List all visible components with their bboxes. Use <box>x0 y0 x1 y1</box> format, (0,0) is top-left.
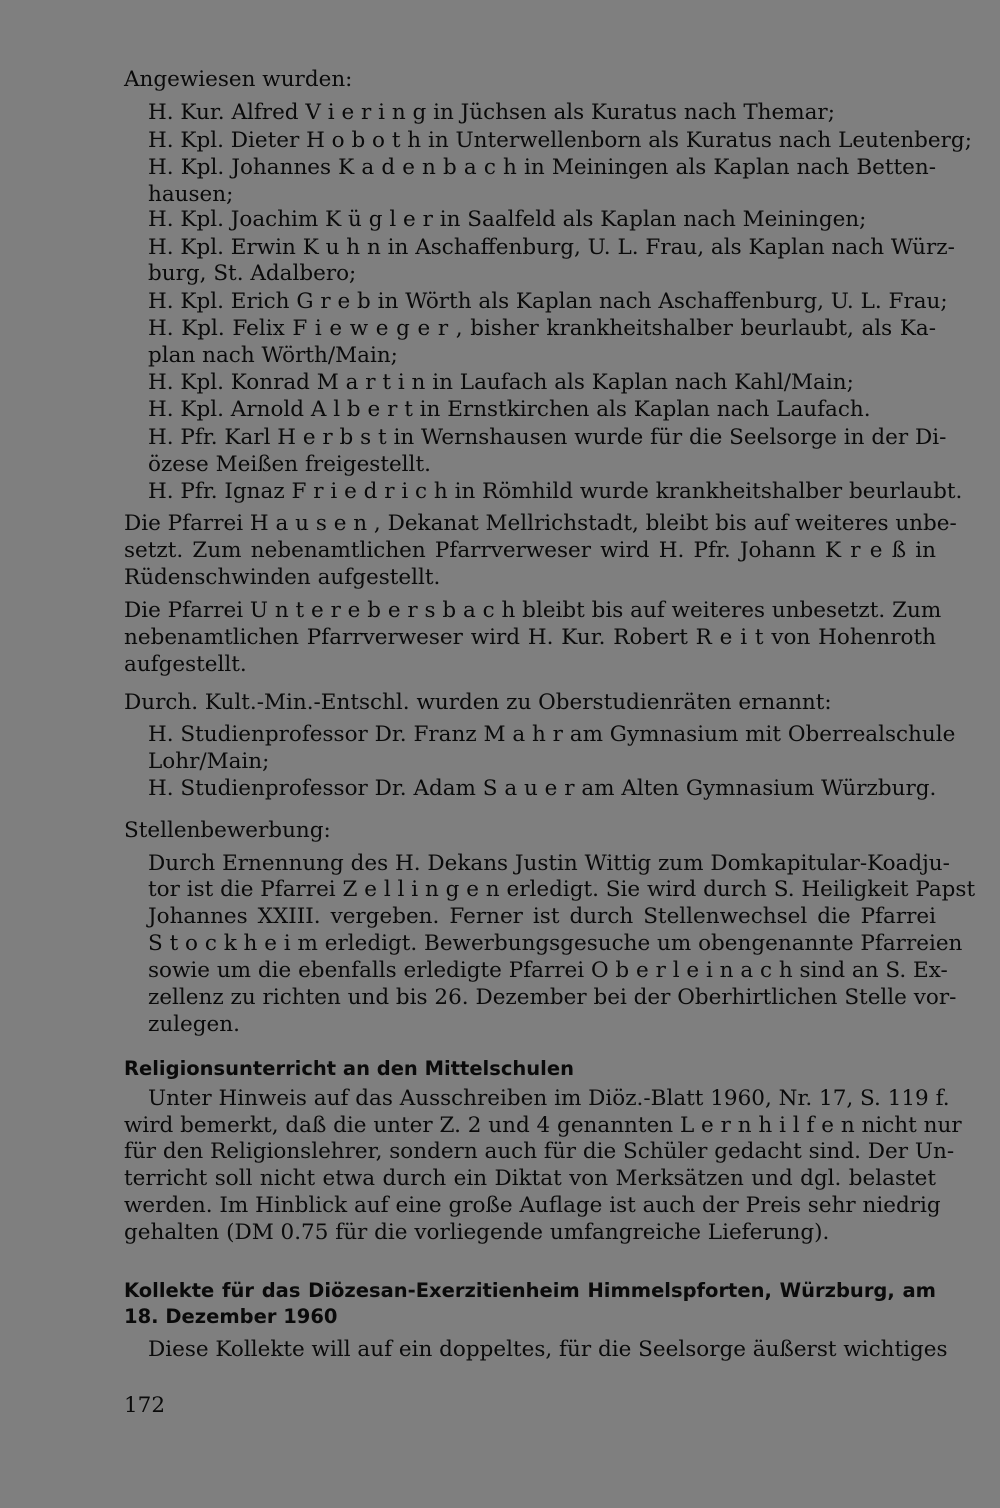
text-line: H. Kpl. Konrad M a r t i n in Laufach als Kaplan nach Kahl/Main; <box>148 370 854 395</box>
text-line: zulegen. <box>148 1012 240 1037</box>
text-line: H. Kpl. Arnold A l b e r t in Ernstkirchen als Kaplan nach Laufach. <box>148 397 871 422</box>
page-number: 172 <box>124 1393 166 1418</box>
text-line: gehalten (DM 0.75 für die vorliegende umfangreiche Lieferung). <box>124 1220 830 1245</box>
text-line: terricht soll nicht etwa durch ein Diktat von Merksätzen und dgl. belastet <box>124 1166 936 1191</box>
text-line: Durch Ernennung des H. Dekans Justin Wittig zum Domkapitular-Koadju- <box>148 851 950 876</box>
text-line: Rüdenschwinden aufgestellt. <box>124 565 441 590</box>
text-line: H. Studienprofessor Dr. Franz M a h r am Gymnasium mit Oberrealschule <box>148 722 956 747</box>
text-line: H. Pfr. Karl H e r b s t in Wernshausen wurde für die Seelsorge in der Di- <box>148 425 947 450</box>
text-line: H. Kpl. Erich G r e b in Wörth als Kaplan nach Aschaffenburg, U. L. Frau; <box>148 289 948 314</box>
text-line: aufgestellt. <box>124 652 247 677</box>
text-line: Durch. Kult.-Min.-Entschl. wurden zu Oberstudienräten ernannt: <box>124 690 832 715</box>
text-line: Unter Hinweis auf das Ausschreiben im Diöz.-Blatt 1960, Nr. 17, S. 119 f. <box>148 1086 950 1111</box>
text-line: hausen; <box>148 182 234 207</box>
text-line: Diese Kollekte will auf ein doppeltes, für die Seelsorge äußerst wichtiges <box>148 1337 948 1362</box>
text-line: Die Pfarrei H a u s e n , Dekanat Mellrichstadt, bleibt bis auf weiteres unbe- <box>124 511 957 536</box>
text-line: H. Kpl. Dieter H o b o t h in Unterwellenborn als Kuratus nach Leutenberg; <box>148 128 972 153</box>
text-line: H. Kur. Alfred V i e r i n g in Jüchsen als Kuratus nach Themar; <box>148 100 835 125</box>
section-heading-kollekte-date: 18. Dezember 1960 <box>124 1305 338 1328</box>
text-line: plan nach Wörth/Main; <box>148 343 398 368</box>
text-line: werden. Im Hinblick auf eine große Auflage ist auch der Preis sehr niedrig <box>124 1193 941 1218</box>
text-line: nebenamtlichen Pfarrverweser wird H. Kur. Robert R e i t von Hohenroth <box>124 625 936 650</box>
text-line: tor ist die Pfarrei Z e l l i n g e n erledigt. Sie wird durch S. Heiligkeit Papst <box>148 877 976 902</box>
section-heading-religionsunterricht: Religionsunterricht an den Mittelschulen <box>124 1057 574 1080</box>
text-line: özese Meißen freigestellt. <box>148 452 431 477</box>
text-line: für den Religionslehrer, sondern auch für die Schüler gedacht sind. Der Un- <box>124 1139 955 1164</box>
text-line: H. Studienprofessor Dr. Adam S a u e r am Alten Gymnasium Würzburg. <box>148 776 937 801</box>
text-line: wird bemerkt, daß die unter Z. 2 und 4 genannten L e r n h i l f e n nicht nur <box>124 1113 962 1138</box>
heading-stellenbewerbung: Stellenbewerbung: <box>124 818 331 843</box>
text-line: Lohr/Main; <box>148 749 270 774</box>
text-line: Johannes XXIII. vergeben. Ferner ist durch Stellenwechsel die Pfarrei <box>148 904 936 929</box>
text-line: sowie um die ebenfalls erledigte Pfarrei O b e r l e i n a c h sind an S. Ex- <box>148 958 948 983</box>
text-line: zellenz zu richten und bis 26. Dezember bei der Oberhirtlichen Stelle vor- <box>148 985 957 1010</box>
section-heading-kollekte: Kollekte für das Diözesan-Exerzitienheim Himmelspforten, Würzburg, am <box>124 1279 936 1302</box>
text-line: H. Kpl. Felix F i e w e g e r , bisher krankheitshalber beurlaubt, als Ka- <box>148 316 936 341</box>
text-line: setzt. Zum nebenamtlichen Pfarrverweser wird H. Pfr. Johann K r e ß in <box>124 538 936 563</box>
text-line: H. Kpl. Joachim K ü g l e r in Saalfeld als Kaplan nach Meiningen; <box>148 207 867 232</box>
text-line: burg, St. Adalbero; <box>148 261 357 286</box>
text-line: Die Pfarrei U n t e r e b e r s b a c h bleibt bis auf weiteres unbesetzt. Zum <box>124 598 942 623</box>
text-line: H. Kpl. Erwin K u h n in Aschaffenburg, U. L. Frau, als Kaplan nach Würz- <box>148 235 955 260</box>
text-line: H. Kpl. Johannes K a d e n b a c h in Meiningen als Kaplan nach Betten- <box>148 155 936 180</box>
heading-angewiesen: Angewiesen wurden: <box>124 67 353 92</box>
text-line: S t o c k h e i m erledigt. Bewerbungsgesuche um obengenannte Pfarreien <box>148 931 963 956</box>
text-line: H. Pfr. Ignaz F r i e d r i c h in Römhild wurde krankheitshalber beurlaubt. <box>148 479 963 504</box>
